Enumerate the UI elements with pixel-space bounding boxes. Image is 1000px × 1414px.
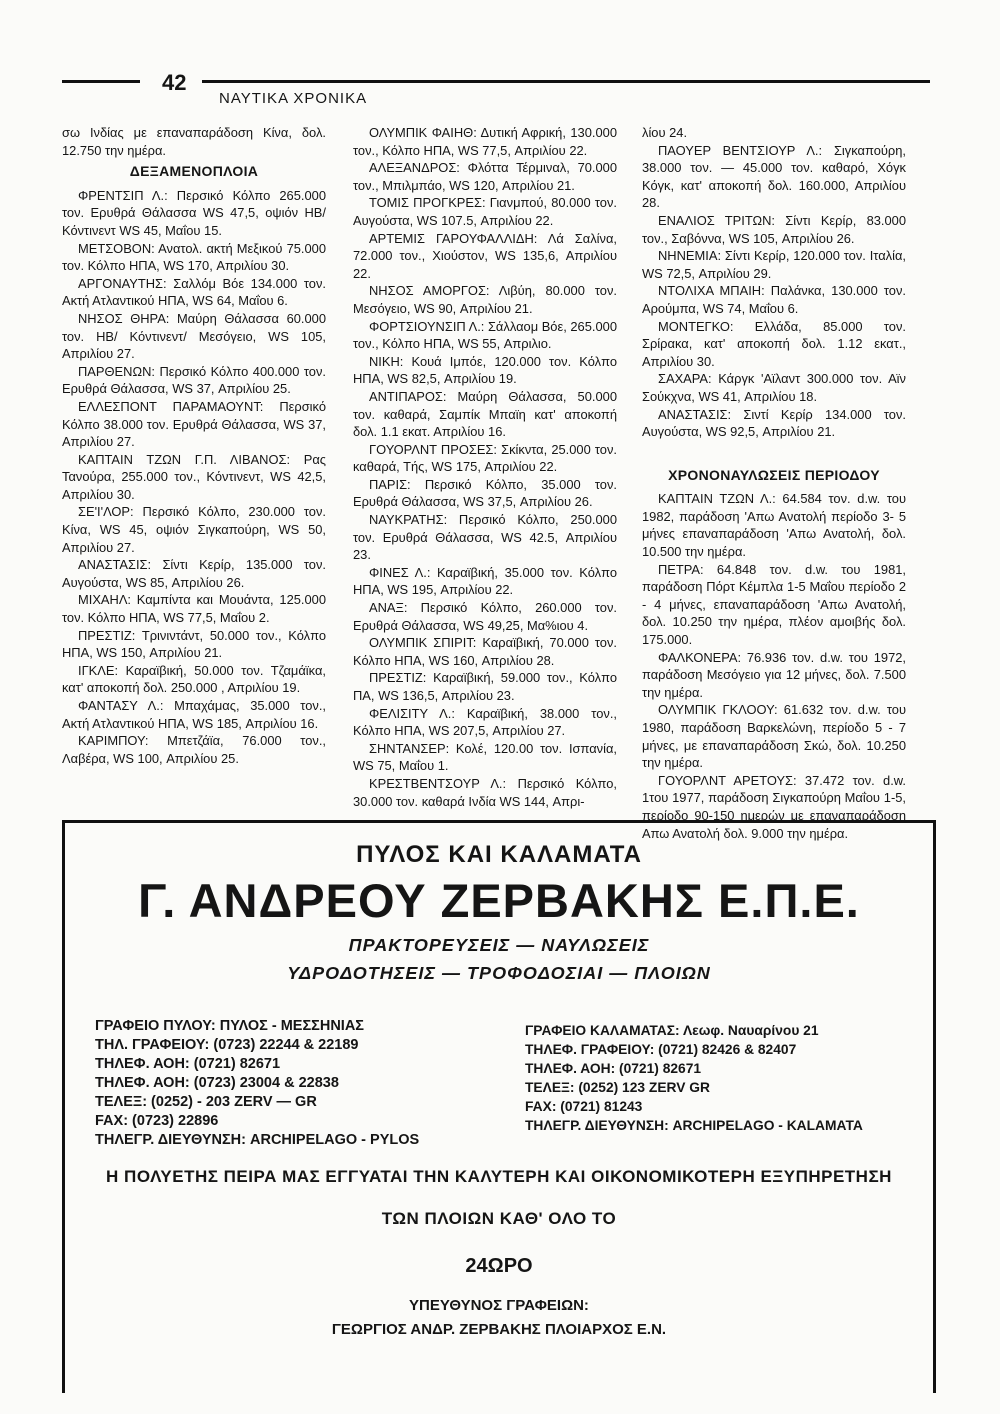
office-line: ΤΗΛΕΦ. ΓΡΑΦΕΙΟΥ: (0721) 82426 & 82407 — [525, 1042, 797, 1057]
list-item: ΑΝΑΞ: Περσικό Κόλπο, 260.000 τον. Ερυθρά Θάλασσα, WS 49,25, Μα%ιου 4. — [353, 600, 617, 633]
list-item: ΠΑΡΙΣ: Περσικό Κόλπο, 35.000 τον. Ερυθρά Θάλασσα, WS 37,5, Απριλίου 26. — [353, 476, 617, 510]
column-1 — [62, 124, 326, 767]
ad-responsible-label: ΥΠΕΥΘΥΝΟΣ ΓΡΑΦΕΙΩΝ: — [409, 1297, 589, 1314]
office-line: FAX: (0721) 81243 — [525, 1099, 643, 1114]
list-item: ΠΡΕΣΤΙΖ: Καραϊβική, 59.000 τον., Κόλπο ΠΑ, WS 136,5, Απριλίου 23. — [353, 670, 617, 703]
column-2 — [353, 124, 617, 810]
list-item: ΚΑΠΤΑΙΝ ΤΖΩΝ Γ.Π. ΛΙΒΑΝΟΣ: Ρας Τανούρα, 255.000 τον., Κόντινεντ, WS 42,5, Απριλίου 30. — [62, 451, 326, 502]
list-item: ΝΑΥΚΡΑΤΗΣ: Περσικό Κόλπο, 250.000 τον. Ερυθρά Θάλασσα, WS 42.5, Απριλίου 23. — [353, 512, 617, 563]
list-item: ΑΝΑΣΤΑΣΙΣ: Σίντι Κερίρ, 135.000 τον. Αυγούστα, WS 85, Απριλίου 26. — [62, 557, 326, 590]
list-item: ΟΛΥΜΠΙΚ ΓΚΛΟΟΥ: 61.632 τον. d.w. του 1980, παράδοση Βαρκελώνη, περίοδο 5 - 7 μήνες, με επαναπαράδοση Σκώ, δολ. 10.250 την ημέρα. — [642, 702, 906, 771]
list-item: ΓΟΥΟΡΛΝΤ ΠΡΟΣΕΣ: Σκίκντα, 25.000 τον. καθαρά, Τής, WS 175, Απριλίου 22. — [353, 441, 617, 475]
header-rule-right — [202, 80, 930, 83]
list-item: ΠΑΡΘΕΝΩΝ: Περσικό Κόλπο 400.000 τον. Ερυθρά Θάλασσα, WS 37, Απριλίου 25. — [62, 363, 326, 397]
magazine-title: ΝΑΥΤΙΚΑ ΧΡΟΝΙΚΑ — [219, 90, 368, 107]
pylos-office-block — [95, 1017, 419, 1150]
office-line: FAX: (0723) 22896 — [95, 1113, 219, 1129]
page-header — [62, 70, 930, 110]
list-item: ΦΑΝΤΑΣΥ Λ.: Μπαχάμας, 35.000 τον., Ακτή Ατλαντικού ΗΠΑ, WS 185, Απριλίου 16. — [62, 698, 326, 731]
list-item: ΜΙΧΑΗΛ: Καμπίντα και Μουάντα, 125.000 τον. Κόλπο ΗΠΑ, WS 77,5, Μαΐου 2. — [62, 592, 326, 626]
advertisement — [62, 820, 936, 1393]
continuation-text: σω Ινδίας με επαναπαράδοση Κίνα, δολ. 12.750 την ημέρα. — [62, 125, 326, 158]
ad-services-line-2: ΥΔΡΟΔΟΤΗΣΕΙΣ — ΤΡΟΦΟΔΟΣΙΑΙ — ΠΛΟΙΩΝ — [287, 963, 711, 983]
list-item: ΜΟΝΤΕΓΚΟ: Ελλάδα, 85.000 τον. Σρίρακα, κατ' αποκοπή δολ. 1.12 εκατ., Απριλίου 30. — [642, 318, 906, 369]
office-line: ΓΡΑΦΕΙΟ ΚΑΛΑΜΑΤΑΣ: Λεωφ. Ναυαρίνου 21 — [525, 1023, 819, 1038]
list-item: ΝΤΟΛΙΧΑ ΜΠΑΙΗ: Παλάνκα, 130.000 τον. Αρούμπα, WS 74, Μαΐου 6. — [642, 283, 906, 316]
list-item: ΕΝΑΛΙΟΣ ΤΡΙΤΩΝ: Σίντι Κερίρ, 83.000 τον., Σαβόννα, WS 105, Απριλίου 26. — [642, 212, 906, 246]
list-item: ΝΗΝΕΜΙΑ: Σίντι Κερίρ, 120.000 τον. Ιταλία, WS 72,5, Απριλίου 29. — [642, 248, 906, 281]
office-line: ΤΗΛΕΓΡ. ΔΙΕΥΘΥΝΣΗ: ARCHIPELAGO - KALAMATA — [525, 1118, 863, 1133]
list-item: ΤΟΜΙΣ ΠΡΟΓΚΡΕΣ: Γιανμπού, 80.000 τον. Αυγούστα, WS 107.5, Απριλίου 22. — [353, 195, 617, 228]
list-item: ΟΛΥΜΠΙΚ ΦΑΙΗΘ: Δυτική Αφρική, 130.000 τον., Κόλπο ΗΠΑ, WS 77,5, Απριλίου 22. — [353, 125, 617, 158]
header-rule-left — [62, 80, 140, 83]
list-item: ΠΑΟΥΕΡ ΒΕΝΤΣΙΟΥΡ Λ.: Σιγκαπούρη, 38.000 τον. — 45.000 τον. καθαρό, Χόγκ Κόγκ, κατ' αποκοπή δολ. 160.000, Απριλίου 28. — [642, 142, 906, 211]
column-3 — [642, 124, 906, 842]
list-item: ΝΗΣΟΣ ΘΗΡΑ: Μαύρη Θάλασσα 60.000 τον. ΗΒ/ Κόντινεντ/ Μεσόγειο, WS 105, Απριλίου 27. — [62, 310, 326, 362]
office-line: ΤΕΛΕΞ: (0252) 123 ZERV GR — [525, 1080, 710, 1095]
ad-hours: 24ΩΡΟ — [465, 1255, 533, 1277]
list-item: ΑΝΑΣΤΑΣΙΣ: Σιντί Κερίρ 134.000 τον. Αυγούστα, WS 92,5, Απριλίου 21. — [642, 406, 906, 440]
list-item: ΜΕΤΣΟΒΟΝ: Ανατολ. ακτή Μεξικού 75.000 τον. Κόλπο ΗΠΑ, WS 170, Απριλίου 30. — [62, 240, 326, 274]
list-item: ΦΟΡΤΣΙΟΥΝΣΙΠ Λ.: Σάλλαομ Βόε, 265.000 τον., Κόλπο ΗΠΑ, WS 55, Απριλιο. — [353, 318, 617, 352]
ad-company-name: Γ. ΑΝΔΡΕΟΥ ΖΕΡΒΑΚΗΣ Ε.Π.Ε. — [138, 874, 860, 927]
page-number: 42 — [162, 70, 187, 95]
list-item: ΠΡΕΣΤΙΖ: Τρινιντάντ, 50.000 τον., Κόλπο ΗΠΑ, WS 150, Απριλίου 21. — [62, 627, 326, 661]
continuation-text: λίου 24. — [642, 125, 688, 140]
office-line: ΤΗΛ. ΓΡΑΦΕΙΟΥ: (0723) 22244 & 22189 — [95, 1037, 359, 1053]
tanker-list — [62, 187, 326, 768]
section-heading-tankers: ΔΕΞΑΜΕΝΟΠΛΟΙΑ — [129, 163, 259, 180]
list-item: ΑΝΤΙΠΑΡΟΣ: Μαύρη Θάλασσα, 50.000 τον. καθαρά, Σαμπίκ Μπαϊη κατ' αποκοπή δολ. 1.1 εκατ. Απριλίου 16. — [353, 388, 617, 440]
list-item: ΣΗΝΤΑΝΣΕΡ: Κολέ, 120.00 τον. Ισπανία, WS 75, Μαΐου 1. — [353, 740, 617, 774]
list-item: ΦΕΛΙΣΙΤΥ Λ.: Καραϊβική, 38.000 τον., Κόλπο ΗΠΑ, WS 207,5, Απριλίου 27. — [353, 705, 617, 739]
list-item: ΟΛΥΜΠΙΚ ΣΠΙΡΙΤ: Καραϊβική, 70.000 τον. Κόλπο ΗΠΑ, WS 160, Απριλίου 28. — [353, 635, 617, 668]
list-item: ΑΡΤΕΜΙΣ ΓΑΡΟΥΦΑΛΛΙΔΗ: Λά Σαλίνα, 72.000 τον., Χιούστον, WS 135,6, Απριλίου 22. — [353, 230, 617, 281]
list-item: ΦΙΝΕΣ Λ.: Καραϊβική, 35.000 τον. Κόλπο ΗΠΑ, WS 195, Απριλίου 22. — [353, 564, 617, 598]
list-item: ΦΑΛΚΟΝΕΡΑ: 76.936 τον. d.w. του 1972, παράδοση Μεσόγειο για 12 μήνες, δολ. 7.500 την ημέρα. — [642, 649, 906, 700]
list-item: ΚΑΠΤΑΙΝ ΤΖΩΝ Λ.: 64.584 τον. d.w. του 1982, παράδοση 'Απω Ανατολή περίοδο 3- 5 μήνες επαναπαράδοση 'Απω Ανατολή, δολ. 10.500 την ημέρα. — [642, 491, 906, 560]
list-item: ΚΑΡΙΜΠΟΥ: Μπετζάϊα, 76.000 τον., Λαβέρα, WS 100, Απριλίου 25. — [62, 733, 326, 766]
list-item: ΙΓΚΛΕ: Καραϊβική, 50.000 τον. Τζαμάϊκα, κατ' αποκοπή δολ. 250.000 , Απριλίου 19. — [62, 662, 326, 696]
list-item: ΑΡΓΟΝΑΥΤΗΣ: Σαλλόμ Βόε 134.000 τον. Ακτή Ατλαντικού ΗΠΑ, WS 64, Μαΐου 6. — [62, 275, 326, 309]
office-line: ΤΗΛΕΓΡ. ΔΙΕΥΘΥΝΣΗ: ARCHIPELAGO - PYLOS — [95, 1132, 420, 1148]
office-line: ΤΗΛΕΦ. ΑΟΗ: (0723) 23004 & 22838 — [95, 1075, 339, 1091]
ad-location: ΠΥΛΟΣ ΚΑΙ ΚΑΛΑΜΑΤΑ — [356, 841, 642, 868]
list-item: ΓΟΥΟΡΛΝΤ ΑΡΕΤΟΥΣ: 37.472 τον. d.w. 1του 1977, παράδοση Σιγκαπούρη Μαΐου 1-5, περίοδο 90-150 ημερών με επαναπαράδοση Απω Ανατολή δολ. 9.000 την ημέρα. — [642, 772, 906, 841]
list-item: ΚΡΕΣΤΒΕΝΤΣΟΥΡ Λ.: Περσικό Κόλπο, 30.000 τον. καθαρά Ινδία WS 144, Απρι- — [353, 775, 617, 809]
list-item: ΦΡΕΝΤΣΙΠ Λ.: Περσικό Κόλπο 265.000 τον. Ερυθρά Θάλασσα WS 47,5, οψιόν ΗΒ/ Κόντινεντ WS 45, Μαΐου 15. — [62, 187, 326, 238]
office-line: ΓΡΑΦΕΙΟ ΠΥΛΟΥ: ΠΥΛΟΣ - ΜΕΣΣΗΝΙΑΣ — [95, 1018, 365, 1034]
list-item: ΣΑΧΑΡΑ: Κάργκ 'Αϊλαντ 300.000 τον. Αϊν Σούκχνα, WS 41, Απριλίου 18. — [642, 371, 906, 404]
office-line: ΤΕΛΕΞ: (0252) - 203 ZERV — GR — [95, 1094, 317, 1110]
list-item: ΠΕΤΡΑ: 64.848 τον. d.w. του 1981, παράδοση Πόρτ Κέμπλα 1-5 Μαΐου περίοδο 2 - 4 μήνες, επαναπαράδοση 'Απω Ανατολή, δολ. 10.250 την ημέρα, πλέον αμοιβής δολ. 175.000. — [642, 561, 906, 648]
section-heading-time-charters: ΧΡΟΝΟΝΑΥΛΩΣΕΙΣ ΠΕΡΙΟΔΟΥ — [668, 466, 880, 483]
ad-slogan-line-2: ΤΩΝ ΠΛΟΙΩΝ ΚΑΘ' ΟΛΟ ΤΟ — [381, 1209, 617, 1228]
ad-services-line-1: ΠΡΑΚΤΟΡΕΥΣΕΙΣ — ΝΑΥΛΩΣΕΙΣ — [348, 935, 650, 955]
ad-responsible-name: ΓΕΩΡΓΙΟΣ ΑΝΔΡ. ΖΕΡΒΑΚΗΣ ΠΛΟΙΑΡΧΟΣ Ε.Ν. — [331, 1321, 667, 1338]
list-item: ΕΛΛΕΣΠΟΝΤ ΠΑΡΑΜΑΟΥΝΤ: Περσικό Κόλπο 38.000 τον. Ερυθρά Θάλασσα, WS 37, Απριλίου 27. — [62, 398, 326, 450]
list-item: ΝΙΚΗ: Κουά Ιμπόε, 120.000 τον. Κόλπο ΗΠΑ, WS 82,5, Απριλίου 19. — [353, 353, 617, 387]
list-item: ΣΕ'Ι'ΛΟΡ: Περσικό Κόλπο, 230.000 τον. Κίνα, WS 45, οψιόν Σιγκαπούρη, WS 50, Απριλίου 27. — [62, 504, 326, 555]
list-item: ΑΛΕΞΑΝΔΡΟΣ: Φλόττα Τέρμιναλ, 70.000 τον., Μπιλμπάο, WS 120, Απριλίου 21. — [353, 160, 617, 193]
ad-slogan-line-1: Η ΠΟΛΥΕΤΗΣ ΠΕΙΡΑ ΜΑΣ ΕΓΓΥΑΤΑΙ ΤΗΝ ΚΑΛΥΤΕΡΗ ΚΑΙ ΟΙΚΟΝΟΜΙΚΟΤΕΡΗ ΕΞΥΠΗΡΕΤΗΣΗ — [106, 1167, 892, 1186]
office-line: ΤΗΛΕΦ. ΑΟΗ: (0721) 82671 — [525, 1061, 702, 1076]
kalamata-office-block — [525, 1021, 863, 1135]
office-line: ΤΗΛΕΦ. ΑΟΗ: (0721) 82671 — [95, 1056, 281, 1072]
list-item: ΝΗΣΟΣ ΑΜΟΡΓΟΣ: Λιβύη, 80.000 τον. Μεσόγειο, WS 90, Απριλίου 21. — [353, 283, 617, 316]
